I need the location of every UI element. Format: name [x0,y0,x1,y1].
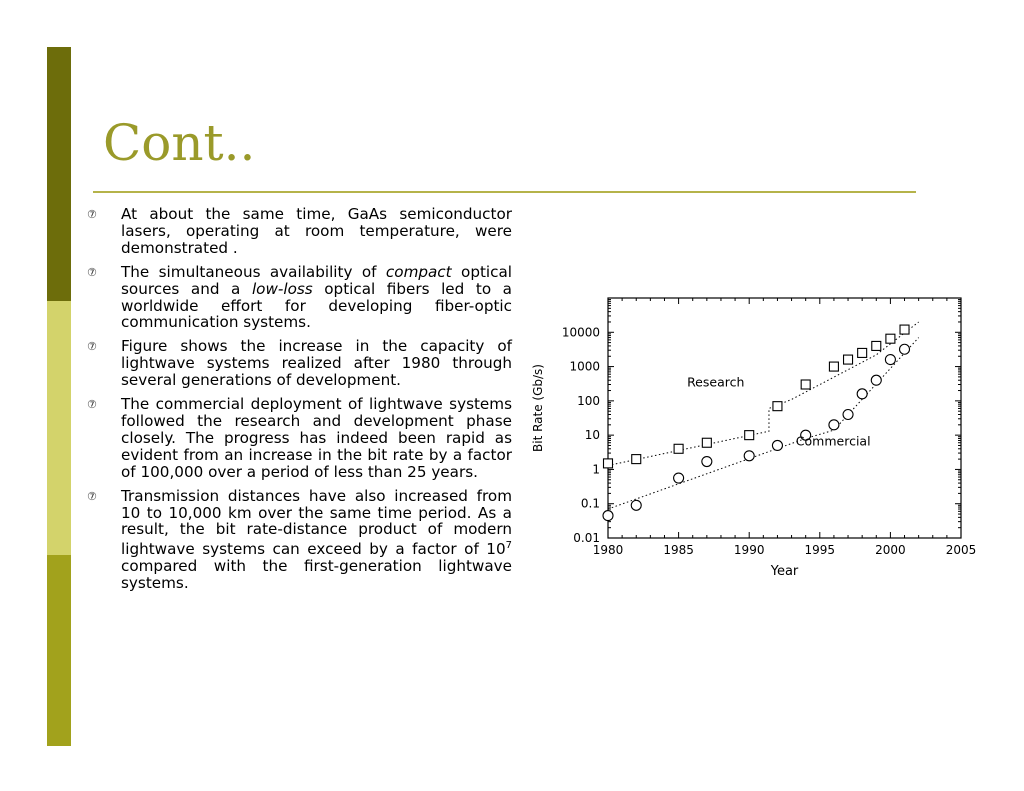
bullet-text: The simultaneous availability of [121,262,386,281]
y-tick-label: 1000 [569,359,600,374]
x-axis-label: Year [770,564,799,579]
research-data-point [858,348,867,357]
emphasis-text: low-loss [251,279,313,298]
bullet-text: optical sources and a [121,262,513,298]
bullet-item [87,396,512,481]
emphasis-text: compact [385,262,452,281]
bullet-list [87,206,512,599]
commercial-data-point [871,375,881,385]
commercial-data-point [631,500,641,510]
commercial-data-point [702,457,712,467]
research-data-point [886,334,895,343]
research-data-point [674,444,683,453]
research-data-point [844,355,853,364]
bullet-text: At about the same time, GaAs semiconductor lasers, operating at room temperature, were demonstrated . [121,205,512,257]
commercial-data-point [744,451,754,461]
commercial-data-point [843,410,853,420]
x-tick-label: 1985 [663,543,694,557]
x-tick-label: 2005 [945,543,977,557]
bullet-text: compared with the first-generation lightwave systems. [121,557,512,593]
bullet-text: Figure shows the increase in the capacity of lightwave systems realized after 1980 through several generations of development. [121,337,512,390]
accent-bar-segment [47,238,71,303]
y-tick-label: 10000 [561,325,600,340]
research-data-point [745,431,754,440]
circled-seven-bullet-icon: ⑦ [87,208,97,221]
research-data-point [604,459,613,468]
research-data-point [773,402,782,411]
research-series-label: Research [687,374,745,390]
x-tick-label: 1990 [733,543,765,557]
circled-seven-bullet-icon: ⑦ [87,340,97,354]
bullet-text: Transmission distances have also increased from 10 to 10,000 km over the same time period. As a result, the bit rate-distance product of modern lightwave systems can exceed by a factor of 10 [121,486,512,559]
trend-line-commercial [608,338,919,509]
research-data-point [801,380,810,389]
x-tick-label: 1995 [804,543,836,557]
accent-bar-segment [47,111,71,176]
commercial-data-point [900,344,910,354]
y-tick-label: 100 [577,393,600,408]
research-data-point [702,438,711,447]
y-tick-label: 1 [592,462,600,477]
accent-bar-segment [47,47,71,112]
circled-seven-bullet-icon: ⑦ [87,398,97,412]
commercial-data-point [772,440,782,450]
x-tick-label: 1980 [592,543,624,557]
superscript-text: 7 [505,540,512,552]
y-tick-label: 0.1 [580,496,600,511]
commercial-data-point [603,511,613,521]
accent-bar-segment [47,174,71,239]
y-axis-label: Bit Rate (Gb/s) [531,364,545,452]
bullet-item [87,338,512,389]
slide-title: Cont.. [103,114,256,172]
commercial-data-point [857,389,867,399]
x-tick-label: 2000 [875,543,906,557]
commercial-data-point [674,473,684,483]
accent-bar-segment [47,682,71,746]
bit-rate-chart [528,290,988,590]
bullet-text: The commercial deployment of lightwave systems followed the research and development phase closely. The progress has indeed been rapid as evident from an increase in the bit rate by a factor of 100,000 over a period of less than 25 years. [121,395,512,481]
accent-bar-segment [47,492,71,557]
accent-bar-segment [47,555,71,620]
commercial-series-label: Commercial [795,433,871,449]
bullet-item [87,206,512,257]
y-tick-label: 0.01 [573,531,600,545]
bullet-text: optical fibers led to a worldwide effort for developing fiber-optic communication systems. [121,279,512,332]
accent-bar-segment [47,301,71,366]
bullet-item [87,264,512,332]
accent-bar-segment [47,365,71,430]
research-data-point [900,325,909,334]
research-data-point [632,455,641,464]
research-data-point [872,341,881,350]
commercial-data-point [829,420,839,430]
y-tick-label: 10 [584,428,600,443]
commercial-data-point [885,355,895,365]
research-data-point [829,362,838,371]
bullet-item [87,488,512,593]
circled-seven-bullet-icon: ⑦ [87,265,97,279]
circled-seven-bullet-icon: ⑦ [87,489,97,503]
title-divider [93,191,916,193]
accent-bar-segment [47,428,71,493]
accent-bar-segment [47,619,71,684]
